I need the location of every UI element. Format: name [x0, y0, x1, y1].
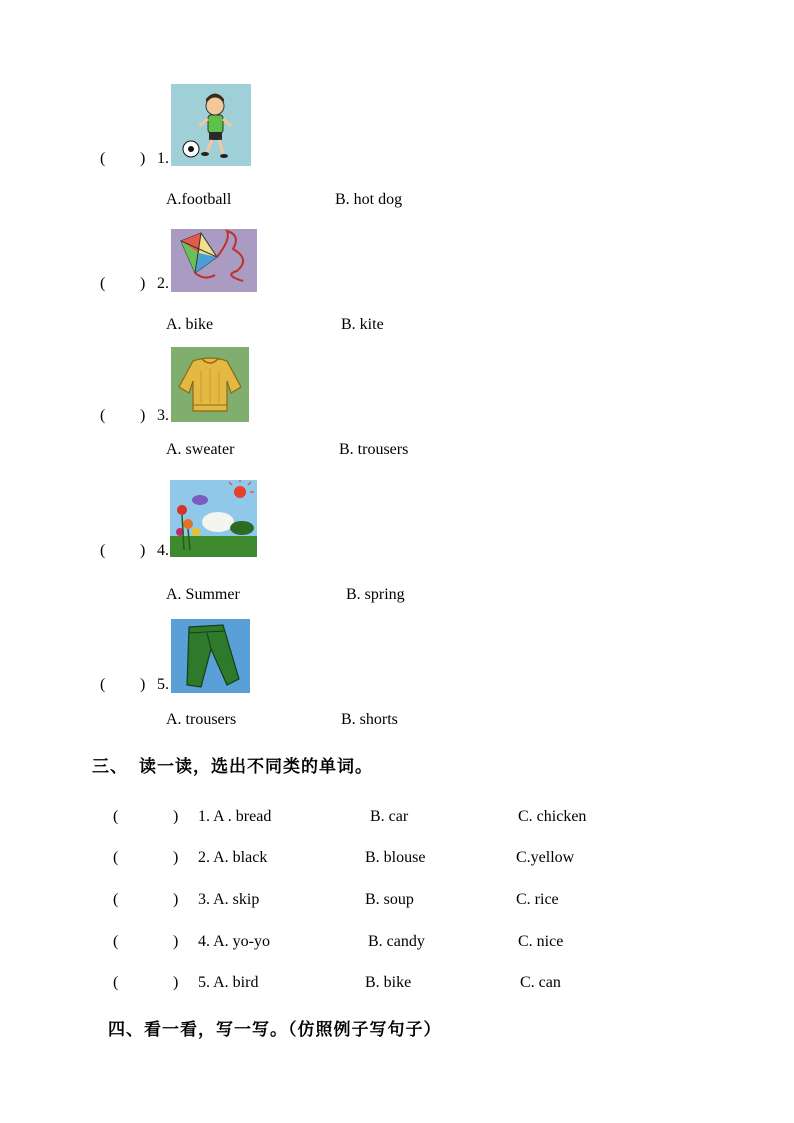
option-b: B. trousers [339, 441, 409, 458]
answer-paren-close: ) [173, 974, 179, 991]
answer-paren-close: ) [173, 808, 179, 825]
option-a: 4. A. yo-yo [198, 933, 270, 950]
option-c: C. can [520, 974, 561, 991]
answer-paren-open: ( [100, 150, 106, 167]
option-a: 1. A . bread [198, 808, 272, 825]
answer-paren-close: ) [140, 676, 146, 693]
section-4-heading: 四、看一看，写一写。（仿照例子写句子） [108, 1020, 442, 1040]
option-b: B. spring [346, 586, 405, 603]
option-a: A. Summer [166, 586, 240, 603]
answer-paren-close: ) [140, 407, 146, 424]
option-c: C. nice [518, 933, 564, 950]
answer-paren-close: ) [173, 849, 179, 866]
trousers-icon [171, 619, 250, 693]
option-b: B. hot dog [335, 191, 403, 208]
answer-paren-close: ) [173, 933, 179, 950]
option-b: B. kite [341, 316, 384, 333]
question-number: 3. [157, 407, 169, 424]
option-c: C.yellow [516, 849, 575, 866]
football-boy-icon [171, 84, 251, 166]
answer-paren-close: ) [173, 891, 179, 908]
section-title: 读一读，选出不同类的单词。 [139, 757, 373, 777]
question-number: 4. [157, 542, 169, 559]
option-a: 3. A. skip [198, 891, 260, 908]
option-a: A. bike [166, 316, 214, 333]
option-a: 2. A. black [198, 849, 268, 866]
question-number: 1. [157, 150, 169, 167]
answer-paren-open: ( [100, 676, 106, 693]
answer-paren-open: ( [113, 891, 119, 908]
option-a: A.football [166, 191, 232, 208]
option-c: C. rice [516, 891, 559, 908]
answer-paren-open: ( [100, 407, 106, 424]
answer-paren-open: ( [100, 275, 106, 292]
spring-scene-icon [170, 480, 257, 557]
option-b: B. candy [368, 933, 425, 950]
answer-paren-open: ( [113, 808, 119, 825]
option-b: B. car [370, 808, 409, 825]
option-a: A. sweater [166, 441, 235, 458]
option-a: A. trousers [166, 711, 237, 728]
option-b: B. shorts [341, 711, 398, 728]
option-c: C. chicken [518, 808, 587, 825]
answer-paren-close: ) [140, 275, 146, 292]
question-number: 2. [157, 275, 169, 292]
answer-paren-open: ( [100, 542, 106, 559]
answer-paren-open: ( [113, 933, 119, 950]
question-number: 5. [157, 676, 169, 693]
option-b: B. blouse [365, 849, 426, 866]
section-number: 三、 [92, 757, 128, 777]
kite-icon [171, 229, 257, 292]
answer-paren-close: ) [140, 542, 146, 559]
option-b: B. bike [365, 974, 412, 991]
answer-paren-open: ( [113, 974, 119, 991]
option-b: B. soup [365, 891, 414, 908]
answer-paren-open: ( [113, 849, 119, 866]
answer-paren-close: ) [140, 150, 146, 167]
sweater-icon [171, 347, 249, 422]
option-a: 5. A. bird [198, 974, 259, 991]
